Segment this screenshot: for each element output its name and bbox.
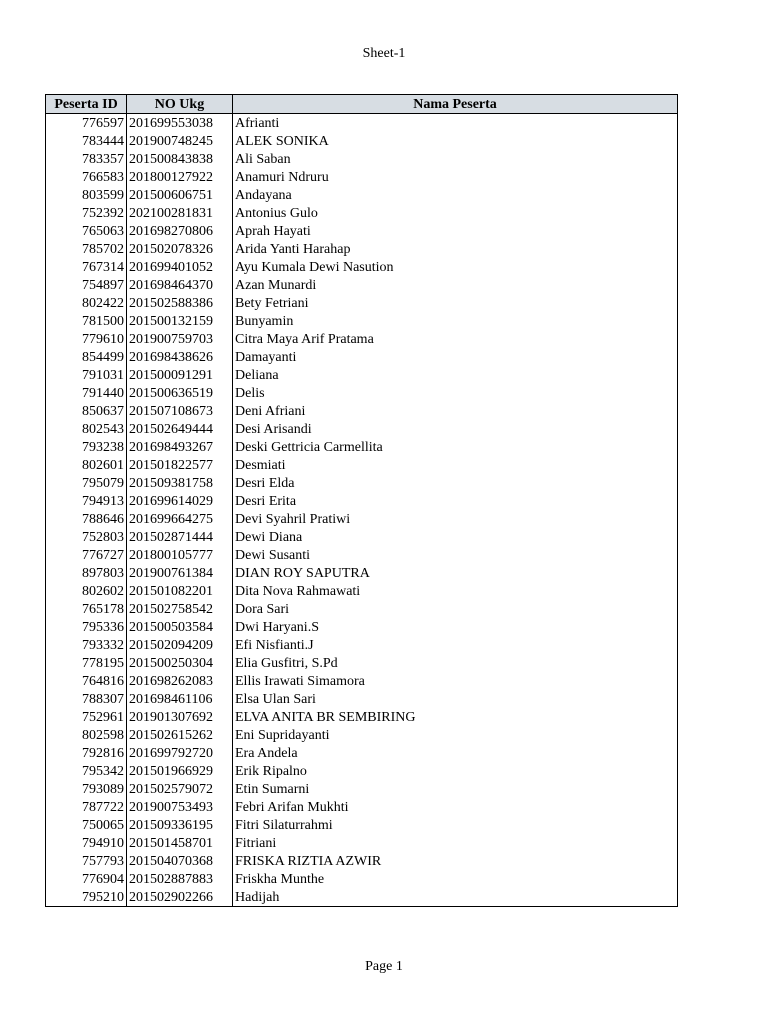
page-number: Page 1 xyxy=(365,959,403,974)
cell-no-ukg: 201698464370 xyxy=(127,276,233,294)
cell-peserta-id: 783357 xyxy=(46,150,127,168)
table-row xyxy=(46,654,678,672)
cell-peserta-id: 752961 xyxy=(46,708,127,726)
cell-peserta-id: 792816 xyxy=(46,744,127,762)
table-row xyxy=(46,870,678,888)
table-row xyxy=(46,582,678,600)
table-row xyxy=(46,114,678,133)
table-row xyxy=(46,186,678,204)
cell-peserta-id: 778195 xyxy=(46,654,127,672)
cell-no-ukg: 201500503584 xyxy=(127,618,233,636)
cell-no-ukg: 201502871444 xyxy=(127,528,233,546)
cell-nama-peserta: Desri Elda xyxy=(233,474,678,492)
cell-nama-peserta: Arida Yanti Harahap xyxy=(233,240,678,258)
cell-nama-peserta: Dita Nova Rahmawati xyxy=(233,582,678,600)
cell-peserta-id: 750065 xyxy=(46,816,127,834)
cell-nama-peserta: Antonius Gulo xyxy=(233,204,678,222)
cell-no-ukg: 201502579072 xyxy=(127,780,233,798)
table-row xyxy=(46,438,678,456)
cell-no-ukg: 201699792720 xyxy=(127,744,233,762)
cell-no-ukg: 201698438626 xyxy=(127,348,233,366)
cell-nama-peserta: Bunyamin xyxy=(233,312,678,330)
cell-nama-peserta: Anamuri Ndruru xyxy=(233,168,678,186)
cell-nama-peserta: Efi Nisfianti.J xyxy=(233,636,678,654)
table-row xyxy=(46,780,678,798)
table-row xyxy=(46,852,678,870)
cell-no-ukg: 201800127922 xyxy=(127,168,233,186)
cell-nama-peserta: Dewi Susanti xyxy=(233,546,678,564)
cell-nama-peserta: Afrianti xyxy=(233,114,678,133)
cell-no-ukg: 201502615262 xyxy=(127,726,233,744)
table-row xyxy=(46,348,678,366)
cell-peserta-id: 757793 xyxy=(46,852,127,870)
cell-peserta-id: 854499 xyxy=(46,348,127,366)
cell-nama-peserta: Devi Syahril Pratiwi xyxy=(233,510,678,528)
cell-no-ukg: 201502588386 xyxy=(127,294,233,312)
cell-no-ukg: 201698461106 xyxy=(127,690,233,708)
cell-nama-peserta: Elsa Ulan Sari xyxy=(233,690,678,708)
cell-nama-peserta: Eni Supridayanti xyxy=(233,726,678,744)
cell-peserta-id: 781500 xyxy=(46,312,127,330)
cell-peserta-id: 802602 xyxy=(46,582,127,600)
table-row xyxy=(46,384,678,402)
cell-nama-peserta: Dwi Haryani.S xyxy=(233,618,678,636)
cell-peserta-id: 779610 xyxy=(46,330,127,348)
cell-no-ukg: 201698262083 xyxy=(127,672,233,690)
cell-no-ukg: 201698493267 xyxy=(127,438,233,456)
table-row xyxy=(46,150,678,168)
cell-peserta-id: 794913 xyxy=(46,492,127,510)
table-row xyxy=(46,258,678,276)
header-peserta-id: Peserta ID xyxy=(46,95,127,114)
cell-peserta-id: 802422 xyxy=(46,294,127,312)
cell-no-ukg: 201699553038 xyxy=(127,114,233,133)
cell-nama-peserta: Ali Saban xyxy=(233,150,678,168)
table-row xyxy=(46,546,678,564)
cell-no-ukg: 201502758542 xyxy=(127,600,233,618)
cell-nama-peserta: Desi Arisandi xyxy=(233,420,678,438)
table-row xyxy=(46,402,678,420)
cell-no-ukg: 201500250304 xyxy=(127,654,233,672)
cell-peserta-id: 776727 xyxy=(46,546,127,564)
cell-no-ukg: 201699614029 xyxy=(127,492,233,510)
table-row xyxy=(46,762,678,780)
table-row xyxy=(46,132,678,150)
cell-nama-peserta: Deni Afriani xyxy=(233,402,678,420)
cell-no-ukg: 201502902266 xyxy=(127,888,233,907)
cell-peserta-id: 787722 xyxy=(46,798,127,816)
cell-no-ukg: 201502094209 xyxy=(127,636,233,654)
cell-peserta-id: 752392 xyxy=(46,204,127,222)
table-row xyxy=(46,510,678,528)
cell-no-ukg: 201699401052 xyxy=(127,258,233,276)
table-row xyxy=(46,276,678,294)
cell-peserta-id: 795079 xyxy=(46,474,127,492)
cell-nama-peserta: Etin Sumarni xyxy=(233,780,678,798)
cell-peserta-id: 752803 xyxy=(46,528,127,546)
cell-nama-peserta: Azan Munardi xyxy=(233,276,678,294)
cell-no-ukg: 201698270806 xyxy=(127,222,233,240)
cell-nama-peserta: Dora Sari xyxy=(233,600,678,618)
table-row xyxy=(46,726,678,744)
cell-nama-peserta: Febri Arifan Mukhti xyxy=(233,798,678,816)
table-row xyxy=(46,240,678,258)
table-row xyxy=(46,690,678,708)
cell-nama-peserta: Desmiati xyxy=(233,456,678,474)
cell-nama-peserta: Damayanti xyxy=(233,348,678,366)
cell-no-ukg: 201502078326 xyxy=(127,240,233,258)
cell-peserta-id: 802543 xyxy=(46,420,127,438)
table-row xyxy=(46,222,678,240)
cell-nama-peserta: Hadijah xyxy=(233,888,678,907)
table-row xyxy=(46,312,678,330)
cell-no-ukg: 201500843838 xyxy=(127,150,233,168)
cell-nama-peserta: Delis xyxy=(233,384,678,402)
cell-nama-peserta: ALEK SONIKA xyxy=(233,132,678,150)
cell-nama-peserta: FRISKA RIZTIA AZWIR xyxy=(233,852,678,870)
cell-nama-peserta: Deski Gettricia Carmellita xyxy=(233,438,678,456)
cell-no-ukg: 201501082201 xyxy=(127,582,233,600)
cell-nama-peserta: Bety Fetriani xyxy=(233,294,678,312)
cell-peserta-id: 764816 xyxy=(46,672,127,690)
cell-peserta-id: 793332 xyxy=(46,636,127,654)
cell-peserta-id: 776597 xyxy=(46,114,127,133)
cell-nama-peserta: Ellis Irawati Simamora xyxy=(233,672,678,690)
cell-peserta-id: 765063 xyxy=(46,222,127,240)
cell-no-ukg: 202100281831 xyxy=(127,204,233,222)
cell-nama-peserta: Erik Ripalno xyxy=(233,762,678,780)
cell-peserta-id: 785702 xyxy=(46,240,127,258)
cell-nama-peserta: Desri Erita xyxy=(233,492,678,510)
cell-no-ukg: 201699664275 xyxy=(127,510,233,528)
participants-table xyxy=(45,94,678,907)
cell-nama-peserta: Deliana xyxy=(233,366,678,384)
cell-nama-peserta: Aprah Hayati xyxy=(233,222,678,240)
cell-no-ukg: 201900748245 xyxy=(127,132,233,150)
cell-nama-peserta: Elia Gusfitri, S.Pd xyxy=(233,654,678,672)
table-row xyxy=(46,420,678,438)
cell-nama-peserta: ELVA ANITA BR SEMBIRING xyxy=(233,708,678,726)
header-no-ukg: NO Ukg xyxy=(127,95,233,114)
table-row xyxy=(46,672,678,690)
cell-no-ukg: 201501822577 xyxy=(127,456,233,474)
cell-peserta-id: 767314 xyxy=(46,258,127,276)
cell-no-ukg: 201500132159 xyxy=(127,312,233,330)
table-row xyxy=(46,528,678,546)
table-row xyxy=(46,168,678,186)
cell-peserta-id: 776904 xyxy=(46,870,127,888)
cell-no-ukg: 201501966929 xyxy=(127,762,233,780)
cell-peserta-id: 791031 xyxy=(46,366,127,384)
header-row xyxy=(46,95,678,114)
table-row xyxy=(46,492,678,510)
cell-no-ukg: 201502649444 xyxy=(127,420,233,438)
cell-nama-peserta: Era Andela xyxy=(233,744,678,762)
cell-no-ukg: 201500636519 xyxy=(127,384,233,402)
cell-peserta-id: 788646 xyxy=(46,510,127,528)
cell-nama-peserta: Citra Maya Arif Pratama xyxy=(233,330,678,348)
cell-no-ukg: 201501458701 xyxy=(127,834,233,852)
cell-peserta-id: 802601 xyxy=(46,456,127,474)
header-nama-peserta: Nama Peserta xyxy=(233,95,678,114)
table-row xyxy=(46,636,678,654)
table-row xyxy=(46,564,678,582)
cell-peserta-id: 803599 xyxy=(46,186,127,204)
cell-peserta-id: 793238 xyxy=(46,438,127,456)
cell-no-ukg: 201901307692 xyxy=(127,708,233,726)
cell-peserta-id: 793089 xyxy=(46,780,127,798)
table-row xyxy=(46,618,678,636)
table-row xyxy=(46,204,678,222)
cell-no-ukg: 201900761384 xyxy=(127,564,233,582)
cell-no-ukg: 201504070368 xyxy=(127,852,233,870)
cell-peserta-id: 791440 xyxy=(46,384,127,402)
cell-nama-peserta: Fitriani xyxy=(233,834,678,852)
table-row xyxy=(46,330,678,348)
table-row xyxy=(46,816,678,834)
cell-nama-peserta: Fitri Silaturrahmi xyxy=(233,816,678,834)
cell-no-ukg: 201900759703 xyxy=(127,330,233,348)
table-row xyxy=(46,888,678,907)
cell-no-ukg: 201900753493 xyxy=(127,798,233,816)
table-row xyxy=(46,744,678,762)
cell-no-ukg: 201500091291 xyxy=(127,366,233,384)
table-row xyxy=(46,708,678,726)
cell-peserta-id: 765178 xyxy=(46,600,127,618)
cell-peserta-id: 850637 xyxy=(46,402,127,420)
cell-peserta-id: 795342 xyxy=(46,762,127,780)
table-row xyxy=(46,798,678,816)
cell-peserta-id: 766583 xyxy=(46,168,127,186)
cell-nama-peserta: Dewi Diana xyxy=(233,528,678,546)
cell-peserta-id: 802598 xyxy=(46,726,127,744)
cell-nama-peserta: Ayu Kumala Dewi Nasution xyxy=(233,258,678,276)
cell-nama-peserta: Andayana xyxy=(233,186,678,204)
table-row xyxy=(46,600,678,618)
cell-peserta-id: 794910 xyxy=(46,834,127,852)
table-row xyxy=(46,474,678,492)
cell-peserta-id: 897803 xyxy=(46,564,127,582)
table-row xyxy=(46,294,678,312)
cell-nama-peserta: Friskha Munthe xyxy=(233,870,678,888)
cell-peserta-id: 795336 xyxy=(46,618,127,636)
table-row xyxy=(46,834,678,852)
sheet-title: Sheet-1 xyxy=(362,46,406,61)
table-row xyxy=(46,456,678,474)
cell-peserta-id: 783444 xyxy=(46,132,127,150)
cell-peserta-id: 795210 xyxy=(46,888,127,907)
cell-no-ukg: 201502887883 xyxy=(127,870,233,888)
cell-no-ukg: 201509381758 xyxy=(127,474,233,492)
cell-peserta-id: 788307 xyxy=(46,690,127,708)
cell-no-ukg: 201500606751 xyxy=(127,186,233,204)
cell-no-ukg: 201509336195 xyxy=(127,816,233,834)
cell-no-ukg: 201800105777 xyxy=(127,546,233,564)
table-row xyxy=(46,366,678,384)
cell-nama-peserta: DIAN ROY SAPUTRA xyxy=(233,564,678,582)
cell-peserta-id: 754897 xyxy=(46,276,127,294)
cell-no-ukg: 201507108673 xyxy=(127,402,233,420)
